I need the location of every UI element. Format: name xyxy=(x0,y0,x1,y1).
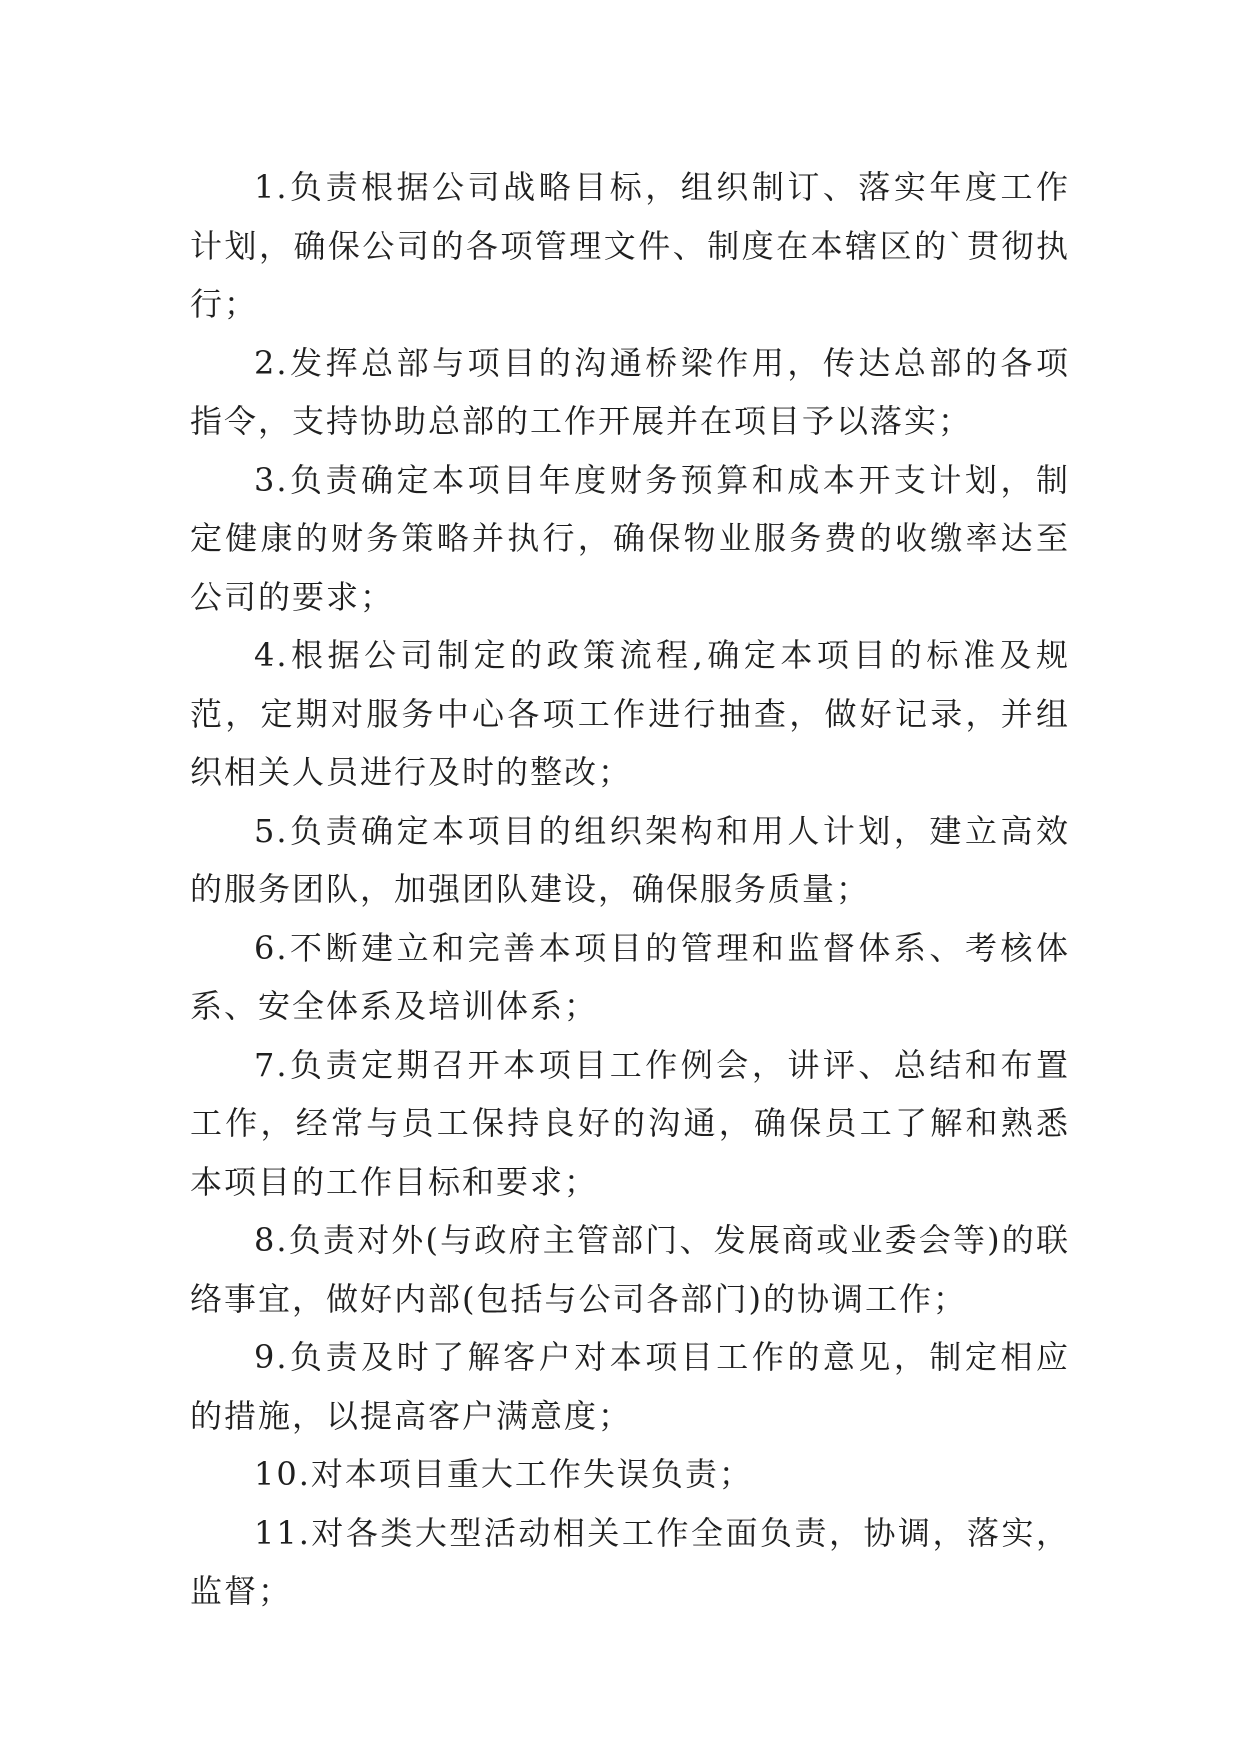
paragraph-1: 1.负责根据公司战略目标，组织制订、落实年度工作计划，确保公司的各项管理文件、制度在本辖区的`贯彻执行； xyxy=(190,168,1070,323)
paragraph-5: 5.负责确定本项目的组织架构和用人计划，建立高效的服务团队，加强团队建设，确保服务质量； xyxy=(190,811,1070,908)
paragraph-6: 6.不断建立和完善本项目的管理和监督体系、考核体系、安全体系及培训体系； xyxy=(190,928,1070,1025)
paragraph-2: 2.发挥总部与项目的沟通桥梁作用，传达总部的各项指令，支持协助总部的工作开展并在项目予以落实； xyxy=(190,343,1070,440)
paragraph-7: 7.负责定期召开本项目工作例会，讲评、总结和布置工作，经常与员工保持良好的沟通，确保员工了解和熟悉本项目的工作目标和要求； xyxy=(190,1045,1070,1201)
document-body xyxy=(190,158,1070,1621)
paragraph-3: 3.负责确定本项目年度财务预算和成本开支计划，制定健康的财务策略并执行，确保物业服务费的收缴率达至公司的要求； xyxy=(190,460,1070,616)
paragraph-11: 11.对各类大型活动相关工作全面负责，协调，落实，监督； xyxy=(190,1513,1070,1610)
paragraph-4: 4.根据公司制定的政策流程,确定本项目的标准及规范，定期对服务中心各项工作进行抽查，做好记录，并组织相关人员进行及时的整改； xyxy=(190,636,1070,791)
paragraph-9: 9.负责及时了解客户对本项目工作的意见，制定相应的措施，以提高客户满意度； xyxy=(190,1338,1070,1435)
paragraph-10: 10.对本项目重大工作失误负责； xyxy=(254,1455,753,1493)
paragraph-8: 8.负责对外(与政府主管部门、发展商或业委会等)的联络事宜，做好内部(包括与公司各部门)的协调工作； xyxy=(190,1221,1070,1318)
